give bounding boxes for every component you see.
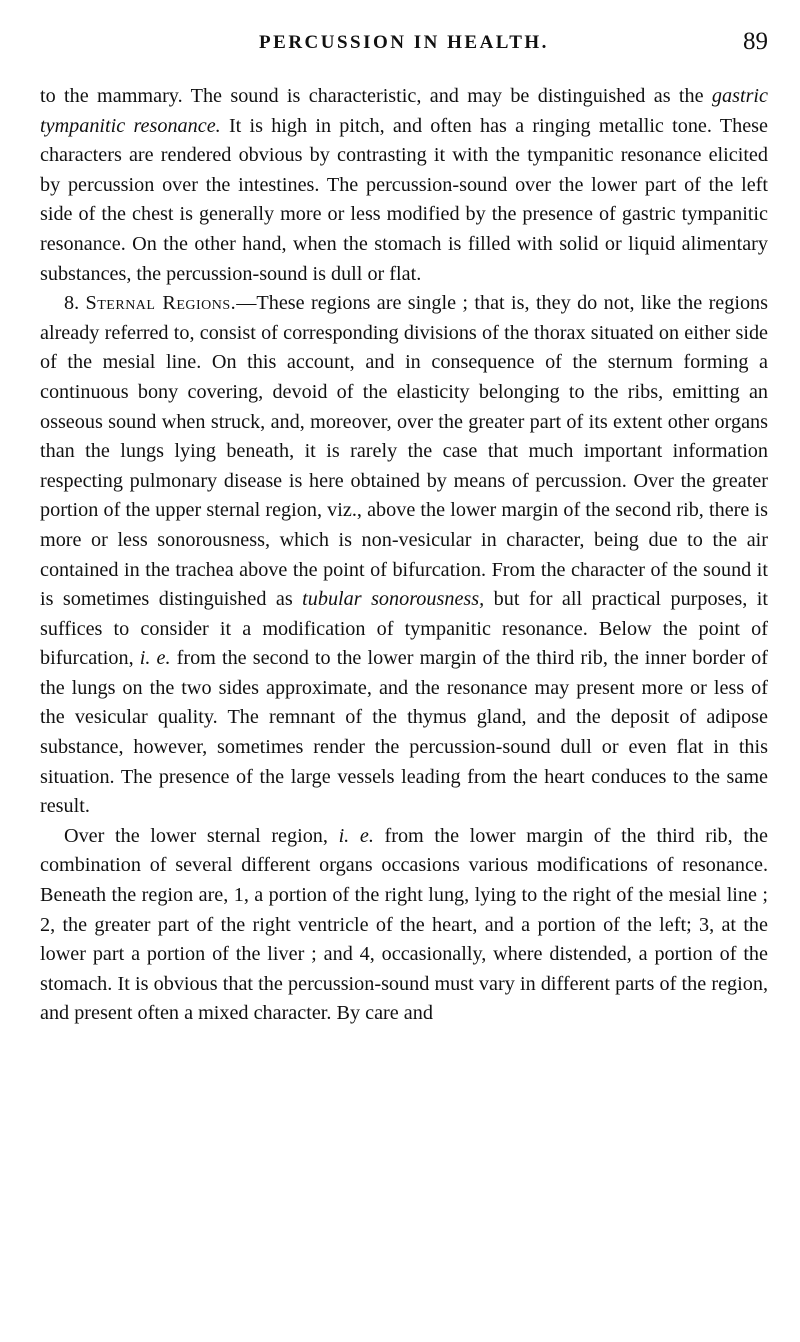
text-run: but for all practical purposes, it suffices to consider it a modification of tympanitic resonance. Below the point of bifurcation, (40, 588, 768, 670)
text-run: —These regions are single ; that is, they do not, like the regions already referred to, consist of corresponding divisions of the thorax situated on either side of the mesial line. On this account, and in consequence of the sternum forming a continuous bony covering, devoid of the elasticity belonging to the ribs, emitting an osseous sound when struck, and, moreover, over the greater part of its extent other organs than the lungs lying beneath, it is rarely the case that much important information respecting pulmonary disease is here obtained by means of percussion. Over the greater portion of the upper sternal region, viz., above the lower margin of the second rib, there is more or less sonorousness, which is non-vesicular in character, being due to the air contained in the trachea above the point of bifurcation. From the character of the sound it is sometimes distinguished as (40, 292, 768, 611)
italic-term: tubular sonorousness, (302, 588, 485, 611)
italic-term: gastric tympanitic resonance. (40, 85, 768, 137)
italic-abbrev: i. e. (139, 647, 171, 670)
text-run: to the mammary. The sound is characteristic, and may be distinguished as the (40, 85, 712, 107)
section-number: 8. (64, 292, 86, 315)
paragraph-lower-sternal (40, 822, 768, 1029)
running-title: PERCUSSION IN HEALTH. (259, 32, 549, 53)
italic-abbrev: i. e. (338, 824, 374, 847)
section-heading: Sternal Regions. (85, 292, 237, 315)
text-run: from the second to the lower margin of the third rib, the inner border of the lungs on the two sides approximate, and the resonance may present more or less of the vesicular quality. The remnant of the thymus gland, and the deposit of adipose substance, however, sometimes render the percussion-sound dull or even flat in this situation. The presence of the large vessels leading from the heart conduces to the same result. (40, 647, 768, 818)
page-number: 89 (743, 28, 768, 55)
text-run: Over the lower sternal region, (64, 824, 339, 847)
paragraph-sternal-regions (40, 289, 768, 822)
running-head (40, 28, 768, 58)
paragraph-continuation (40, 82, 768, 289)
body-text (40, 82, 768, 1029)
text-run: from the lower margin of the third rib, the combination of several different organs occasions various modifications of resonance. Beneath the region are, 1, a portion of the right lung, lying to the right of the mesial line ; 2, the greater part of the right ventricle of the heart, and a portion of the left; 3, at the lower part a portion of the liver ; and 4, occasionally, where distended, a portion of the stomach. It is obvious that the percussion-sound must vary in different parts of the region, and present often a mixed character. By care and (40, 824, 768, 1025)
text-run: It is high in pitch, and often has a ringing metallic tone. These characters are rendered obvious by contrasting it with the tympanitic resonance elicited by percussion over the intestines. The percussion-sound over the lower part of the left side of the chest is generally more or less modified by the presence of gastric tympanitic resonance. On the other hand, when the stomach is filled with solid or liquid alimentary substances, the percussion-sound is dull or flat. (40, 114, 768, 285)
